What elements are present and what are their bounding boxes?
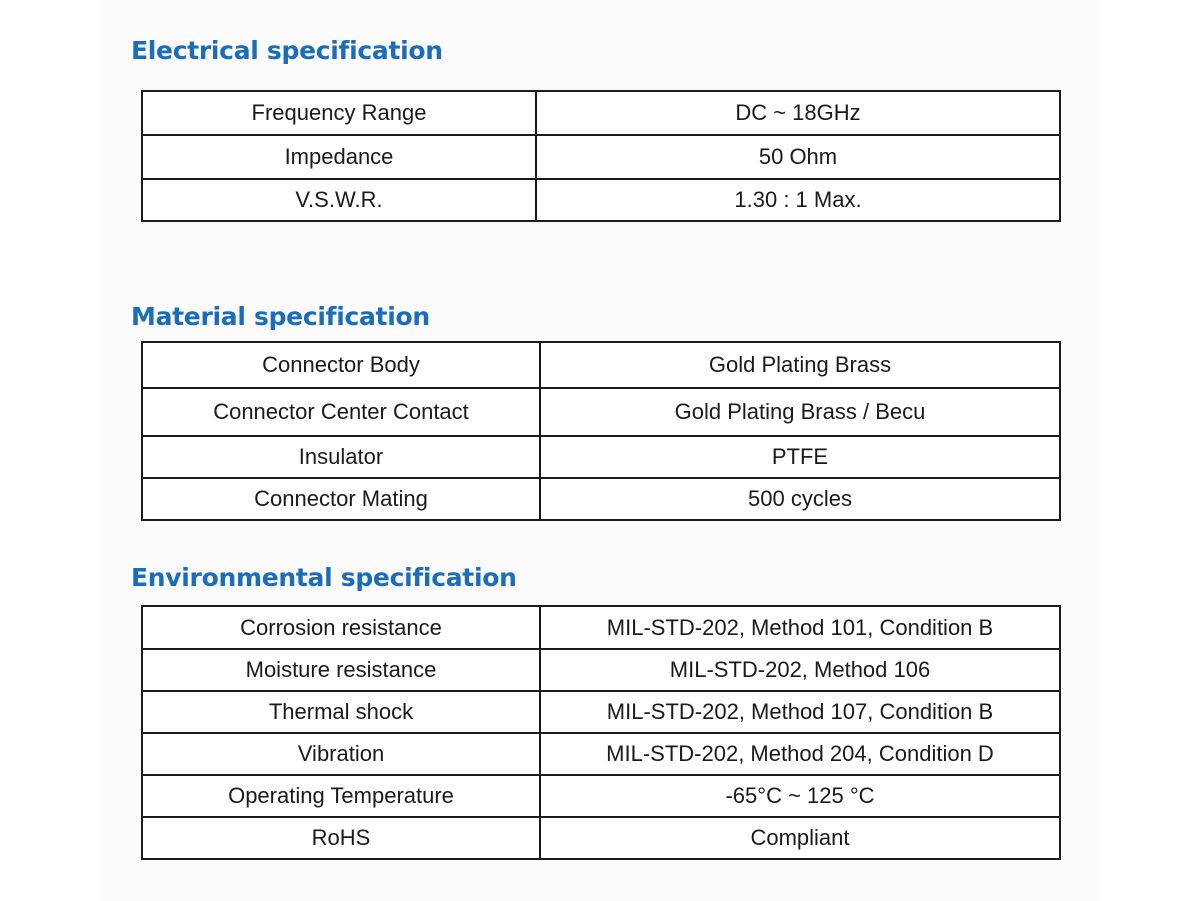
spec-label: V.S.W.R. [142, 179, 536, 221]
table-row [142, 179, 1060, 221]
spec-label: Moisture resistance [142, 649, 540, 691]
table-row [142, 817, 1060, 859]
spec-value: -65°C ~ 125 °C [540, 775, 1060, 817]
spec-label: Insulator [142, 436, 540, 478]
environmental-spec-table [141, 605, 1061, 860]
spec-value: PTFE [540, 436, 1060, 478]
spec-label: Operating Temperature [142, 775, 540, 817]
table-row [142, 606, 1060, 649]
spec-label: Thermal shock [142, 691, 540, 733]
spec-label: Corrosion resistance [142, 606, 540, 649]
spec-value: 500 cycles [540, 478, 1060, 520]
spec-label: RoHS [142, 817, 540, 859]
spec-value: MIL-STD-202, Method 107, Condition B [540, 691, 1060, 733]
spec-label: Frequency Range [142, 91, 536, 135]
material-spec-table [141, 341, 1061, 521]
spec-label: Vibration [142, 733, 540, 775]
table-row [142, 91, 1060, 135]
table-row [142, 733, 1060, 775]
spec-label: Connector Mating [142, 478, 540, 520]
table-row [142, 691, 1060, 733]
spec-label: Connector Center Contact [142, 388, 540, 436]
spec-label: Impedance [142, 135, 536, 179]
spec-value: MIL-STD-202, Method 204, Condition D [540, 733, 1060, 775]
spec-value: DC ~ 18GHz [536, 91, 1060, 135]
environmental-section-title: Environmental specification [131, 563, 517, 592]
table-row [142, 478, 1060, 520]
spec-label: Connector Body [142, 342, 540, 388]
electrical-spec-table [141, 90, 1061, 222]
table-row [142, 775, 1060, 817]
electrical-section-title: Electrical specification [131, 36, 443, 65]
spec-value: 50 Ohm [536, 135, 1060, 179]
material-section-title: Material specification [131, 302, 430, 331]
table-row [142, 135, 1060, 179]
spec-value: MIL-STD-202, Method 106 [540, 649, 1060, 691]
table-row [142, 436, 1060, 478]
spec-value: Compliant [540, 817, 1060, 859]
table-row [142, 388, 1060, 436]
spec-value: Gold Plating Brass / Becu [540, 388, 1060, 436]
spec-value: 1.30 : 1 Max. [536, 179, 1060, 221]
table-row [142, 342, 1060, 388]
table-row [142, 649, 1060, 691]
spec-value: MIL-STD-202, Method 101, Condition B [540, 606, 1060, 649]
spec-value: Gold Plating Brass [540, 342, 1060, 388]
